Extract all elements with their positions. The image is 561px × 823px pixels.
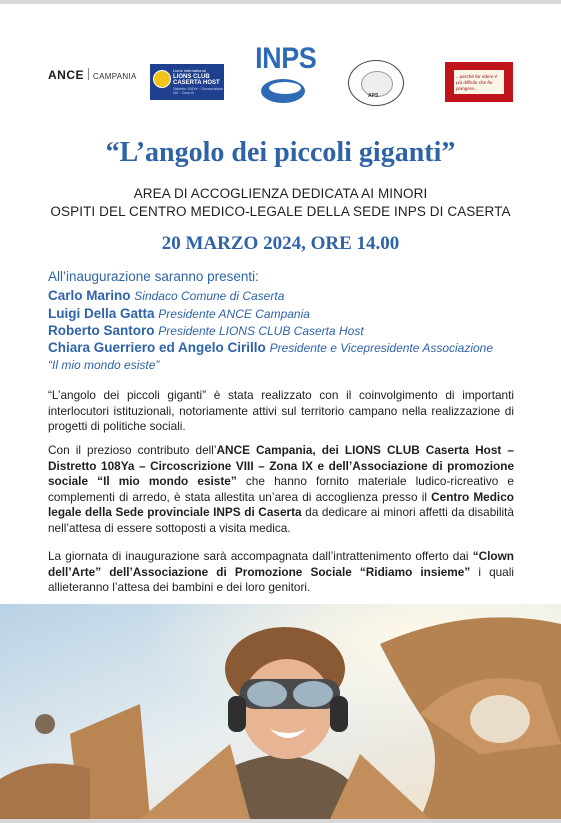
guest-item (48, 340, 493, 355)
lions-line2: LIONS CLUB CASERTA HOST (173, 74, 220, 86)
inps-logo (252, 42, 317, 106)
guest-item (48, 323, 364, 338)
event-date: 20 MARZO 2024, ORE 14.00 (161, 233, 400, 254)
text-fragment: i quali allieteranno l’attesa dei bambini e dei loro genitori. (48, 564, 514, 595)
ance-region: CAMPANIA (93, 72, 137, 81)
inps-wordmark: INPS (255, 42, 317, 75)
lions-emblem-icon (153, 70, 171, 88)
guest-role: Presidente LIONS CLUB Caserta Host (158, 324, 364, 338)
text-fragment: che hanno fornito materiale ludico-ricreativo e complementi di arredo, è stata allestita un’area di accoglienza presso il (48, 474, 514, 504)
paragraph-project: “L’angolo dei piccoli giganti” è stata realizzato con il coinvolgimento di importanti interlocutori istituzionali, notoriamente attivi sul territorio campano nella realizzazione di progetti di politiche sociali. (48, 388, 514, 434)
text-fragment: La giornata di inaugurazione sarà accompagnata dall’intrattenimento offerto dai (48, 549, 473, 563)
event-subtitle-2: OSPITI DEL CENTRO MEDICO-LEGALE DELLA SEDE INPS DI CASERTA (50, 204, 511, 219)
paragraph-contributors (48, 443, 514, 537)
guest-item (48, 306, 310, 321)
guest-name: Chiara Guerriero ed Angelo Cirillo (48, 340, 266, 355)
event-poster (0, 4, 561, 819)
guest-name: Roberto Santoro (48, 323, 155, 338)
paragraph-entertainment (48, 549, 514, 596)
il-mio-mondo-esiste-logo (348, 60, 404, 106)
guest-item (48, 288, 284, 303)
guest-role: Presidente ANCE Campania (158, 307, 310, 321)
ridiamo-insieme-logo (445, 62, 513, 102)
text-highlight: ANCE Campania, dei LIONS CLUB Caserta Host – Distretto 108Ya – Circoscrizione VIII – Zona IX e dell’Associazione di promozione sociale “Il mio mondo esiste” (48, 443, 514, 489)
mondo-aps-label: APS (368, 93, 379, 99)
text-fragment: da dedicare ai minori affetti da disabilità nell’attesa di essere sottoposti a visita medica. (48, 505, 514, 535)
text-highlight: “Clown dell’Arte” dell’Associazione di Promozione Sociale “Ridiamo insieme” (48, 549, 514, 579)
child-pilot-illustration (0, 604, 561, 819)
partner-logos (0, 4, 561, 119)
guest-name: Luigi Della Gatta (48, 306, 155, 321)
inps-swoosh-icon (258, 76, 308, 106)
ance-name: ANCE (48, 68, 85, 82)
guests-intro: All’inaugurazione saranno presenti: (48, 269, 259, 284)
text-highlight: Centro Medico legale della Sede provinciale INPS di Caserta (48, 489, 514, 520)
event-subtitle-1: AREA DI ACCOGLIENZA DEDICATA AI MINORI (133, 186, 428, 201)
guest-name: Carlo Marino (48, 288, 131, 303)
association-name: “Il mio mondo esiste” (48, 358, 160, 372)
guest-role: Sindaco Comune di Caserta (134, 289, 285, 303)
clown-slogan: ...perché far ridere è più difficile che far piangere... (456, 74, 498, 91)
child-pilot-photo (0, 604, 561, 819)
lions-line1: Lions International (173, 68, 206, 73)
event-title: “L’angolo dei piccoli giganti” (105, 137, 456, 168)
text-fragment: Con il prezioso contributo dell’ (48, 443, 217, 457)
guest-role: Presidente e Vicepresidente Associazione (269, 341, 494, 355)
lions-line3: Distretto 108Ya · Circoscrizione VIII · Zona IX (173, 87, 224, 95)
lions-club-logo (150, 64, 224, 100)
ance-logo (48, 68, 137, 82)
